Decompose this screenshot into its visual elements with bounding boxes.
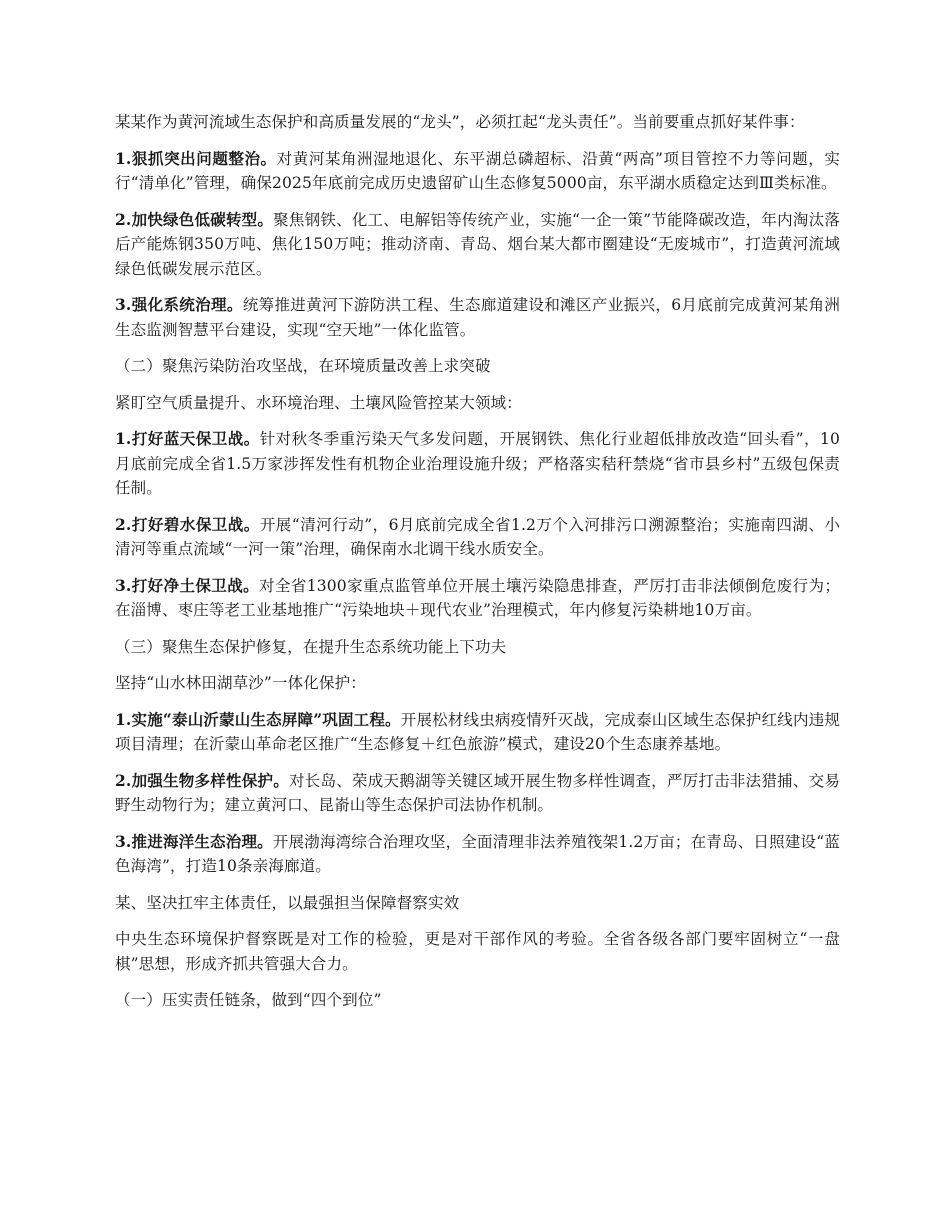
section-heading-pollution [115, 354, 840, 379]
item-heading: 2.打好碧水保卫战。 [115, 514, 260, 534]
section-intro-ecology [115, 671, 840, 696]
item-marine-ecology [115, 830, 840, 879]
item-clean-soil [115, 574, 840, 623]
item-biodiversity [115, 769, 840, 818]
paragraph-text: 某某作为黄河流域生态保护和高质量发展的“龙头”，必须扛起“龙头责任”。当前要重点抓好某件事： [115, 113, 805, 131]
section-heading-text: （二）聚焦污染防治攻坚战，在环境质量改善上求突破 [115, 357, 491, 375]
item-green-transition [115, 208, 840, 282]
item-text: 针对秋冬季重污染天气多发问题，开展钢铁、焦化行业超低排放改造“回头看”，10月底前完成全省1.5万家涉挥发性有机物企业治理设施升级；严格落实秸秆禁烧“省市县乡村”五级包保责任制。 [115, 430, 841, 497]
item-text: 开展“清河行动”，6月底前完成全省1.2万个入河排污口溯源整治；实施南四湖、小清河等重点流域“一河一策”治理，确保南水北调干线水质安全。 [115, 515, 840, 558]
section-heading-ecology [115, 635, 840, 660]
item-text: 开展松材线虫病疫情歼灭战，完成泰山区域生态保护红线内违规项目清理；在沂蒙山革命老区推广“生态修复＋红色旅游”模式，建设20个生态康养基地。 [115, 710, 840, 753]
item-ecological-barrier [115, 708, 840, 757]
item-heading: 2.加快绿色低碳转型。 [115, 209, 274, 229]
item-clear-water [115, 513, 840, 562]
item-heading: 3.推进海洋生态治理。 [115, 831, 273, 851]
paragraph-text: 紧盯空气质量提升、水环境治理、土壤风险管控某大领域： [115, 393, 522, 412]
item-text: 对长岛、荣成天鹅湖等关键区域开展生物多样性调查，严厉打击非法猎捕、交易野生动物行为；建立黄河口、昆嵛山等生态保护司法协作机制。 [115, 771, 840, 814]
item-text: 对全省1300家重点监管单位开展土壤污染隐患排查，严厉打击非法倾倒危废行为；在淄博、枣庄等老工业基地推广“污染地块＋现代农业”治理模式，年内修复污染耕地10万亩。 [115, 576, 841, 619]
section-heading-text: （三）聚焦生态保护修复，在提升生态系统功能上下功夫 [115, 637, 507, 656]
item-text: 开展渤海湾综合治理攻坚，全面清理非法养殖筏架1.2万亩；在青岛、日照建设“蓝色海湾”，打造10条亲海廊道。 [115, 832, 840, 875]
section-heading-responsibility [115, 891, 840, 916]
item-heading: 3.打好净土保卫战。 [115, 575, 260, 595]
item-heading: 2.加强生物多样性保护。 [115, 770, 290, 790]
item-problem-rectification [115, 147, 840, 196]
section-heading-text: 某、坚决扛牢主体责任，以最强担当保障督察实效 [115, 893, 460, 912]
item-heading: 1.狠抓突出问题整治。 [115, 148, 277, 168]
paragraph-text: 中央生态环境保护督察既是对工作的检验，更是对干部作风的考验。全省各级各部门要牢固树立“一盘棋”思想，形成齐抓共管强大合力。 [115, 930, 840, 973]
item-heading: 3.强化系统治理。 [115, 295, 243, 314]
item-text: 聚焦钢铁、化工、电解铝等传统产业，实施“一企一策”节能降碳改造，年内淘汰落后产能炼钢350万吨、焦化150万吨；推动济南、青岛、烟台某大都市圈建设“无废城市”，打造黄河流域绿色低碳发展示范区。 [115, 210, 840, 278]
item-systematic-governance [115, 293, 840, 342]
subsection-heading-chain [115, 988, 840, 1013]
subsection-heading-text: （一）压实责任链条，做到“四个到位” [115, 991, 382, 1009]
paragraph-text: 坚持“山水林田湖草沙”一体化保护： [115, 674, 366, 692]
item-blue-sky [115, 427, 840, 501]
section-intro-pollution [115, 391, 840, 416]
document-page [115, 110, 840, 1025]
item-heading: 1.实施“泰山沂蒙山生态屏障”巩固工程。 [115, 709, 401, 729]
item-text: 对黄河某角洲湿地退化、东平湖总磷超标、沿黄“两高”项目管控不力等问题，实行“清单化”管理，确保2025年底前完成历史遗留矿山生态修复5000亩，东平湖水质稳定达到Ⅲ类标准。 [115, 149, 840, 192]
section-intro-responsibility [115, 927, 840, 976]
intro-paragraph [115, 110, 840, 135]
item-heading: 1.打好蓝天保卫战。 [115, 429, 260, 448]
item-text: 统筹推进黄河下游防洪工程、生态廊道建设和滩区产业振兴，6月底前完成黄河某角洲生态监测智慧平台建设，实现“空天地”一体化监管。 [115, 296, 840, 339]
